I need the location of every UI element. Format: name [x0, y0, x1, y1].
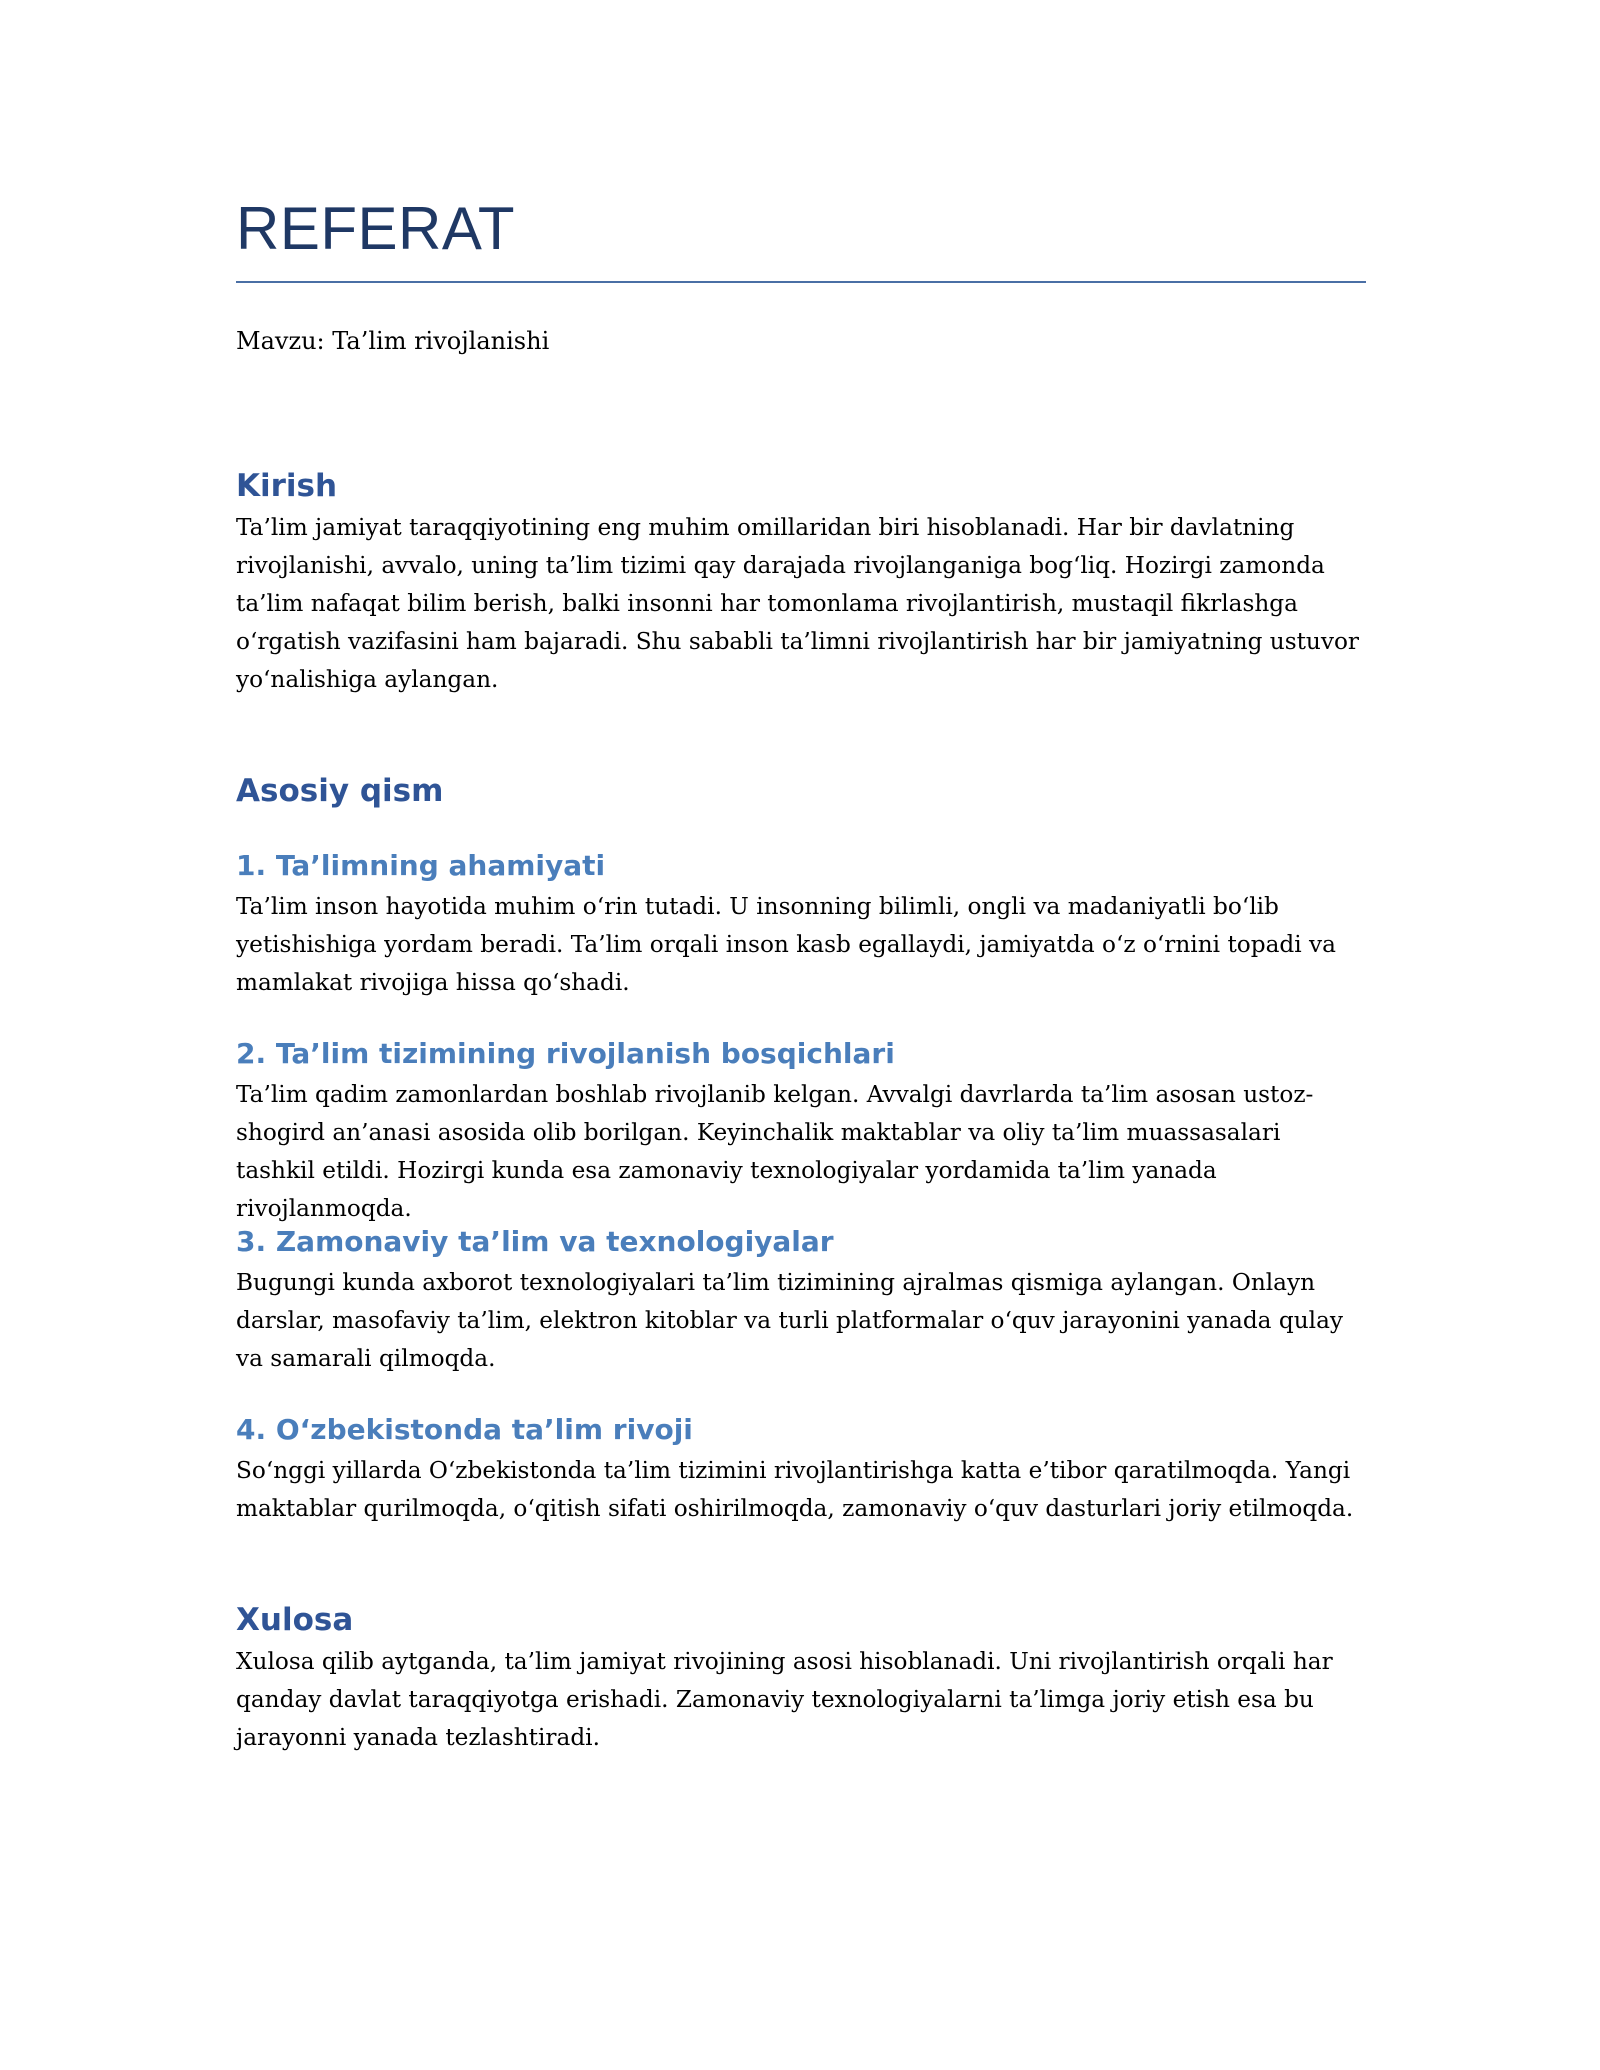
main-heading: Asosiy qism — [236, 773, 444, 809]
section-1-heading: 1. Ta’limning ahamiyati — [236, 849, 606, 882]
section-4-paragraph: So‘nggi yillarda O‘zbekistonda ta’lim tizimini rivojlantirishga katta e’tibor qaratilmoqda. Yangi maktablar qurilmoqda, o‘qitish sifati oshirilmoqda, zamonaviy o‘quv dasturlari joriy etilmoqda. — [236, 1457, 1354, 1522]
section-1-paragraph: Ta’lim inson hayotida muhim o‘rin tutadi. U insonning bilimli, ongli va madaniyatli bo‘lib yetishishiga yordam beradi. Ta’lim orqali inson kasb egallaydi, jamiyatda o‘z o‘rnini topadi va mamlakat rivojiga hissa qo‘shadi. — [236, 893, 1336, 996]
section-3-paragraph: Bugungi kunda axborot texnologiyalari ta’lim tizimining ajralmas qismiga aylangan. Onlayn darslar, masofaviy ta’lim, elektron kitoblar va turli platformalar o‘quv jarayonini yanada qulay va samarali qilmoqda. — [236, 1269, 1343, 1372]
conclusion-paragraph: Xulosa qilib aytganda, ta’lim jamiyat rivojining asosi hisoblanadi. Uni rivojlantirish orqali har qanday davlat taraqqiyotga erishadi. Zamonaviy texnologiyalarni ta’limga joriy etish esa bu jarayonni yanada tezlashtiradi. — [236, 1648, 1333, 1751]
document-title: REFERAT — [236, 195, 516, 262]
document-subject: Mavzu: Ta’lim rivojlanishi — [236, 327, 550, 355]
section-2-paragraph: Ta’lim qadim zamonlardan boshlab rivojlanib kelgan. Avvalgi davrlarda ta’lim asosan ustoz-shogird an’anasi asosida olib borilgan. Keyinchalik maktablar va oliy ta’lim muassasalari tashkil etildi. Hozirgi kunda esa zamonaviy texnologiyalar yordamida ta’lim yanada rivojlanmoqda. — [236, 1081, 1314, 1222]
section-4-heading: 4. O‘zbekistonda ta’lim rivoji — [236, 1413, 693, 1446]
intro-paragraph: Ta’lim jamiyat taraqqiyotining eng muhim omillaridan biri hisoblanadi. Har bir davlatning rivojlanishi, avvalo, uning ta’lim tizimi qay darajada rivojlanganiga bog‘liq. Hozirgi zamonda ta’lim nafaqat bilim berish, balki insonni har tomonlama rivojlantirish, mustaqil fikrlashga o‘rgatish vazifasini ham bajaradi. Shu sababli ta’limni rivojlantirish har bir jamiyatning ustuvor yo‘nalishiga aylangan. — [236, 514, 1360, 693]
section-2-heading: 2. Ta’lim tizimining rivojlanish bosqichlari — [236, 1037, 895, 1070]
title-divider — [236, 281, 1366, 283]
section-3-heading: 3. Zamonaviy ta’lim va texnologiyalar — [236, 1225, 834, 1258]
intro-heading: Kirish — [236, 468, 338, 504]
conclusion-heading: Xulosa — [236, 1602, 354, 1638]
